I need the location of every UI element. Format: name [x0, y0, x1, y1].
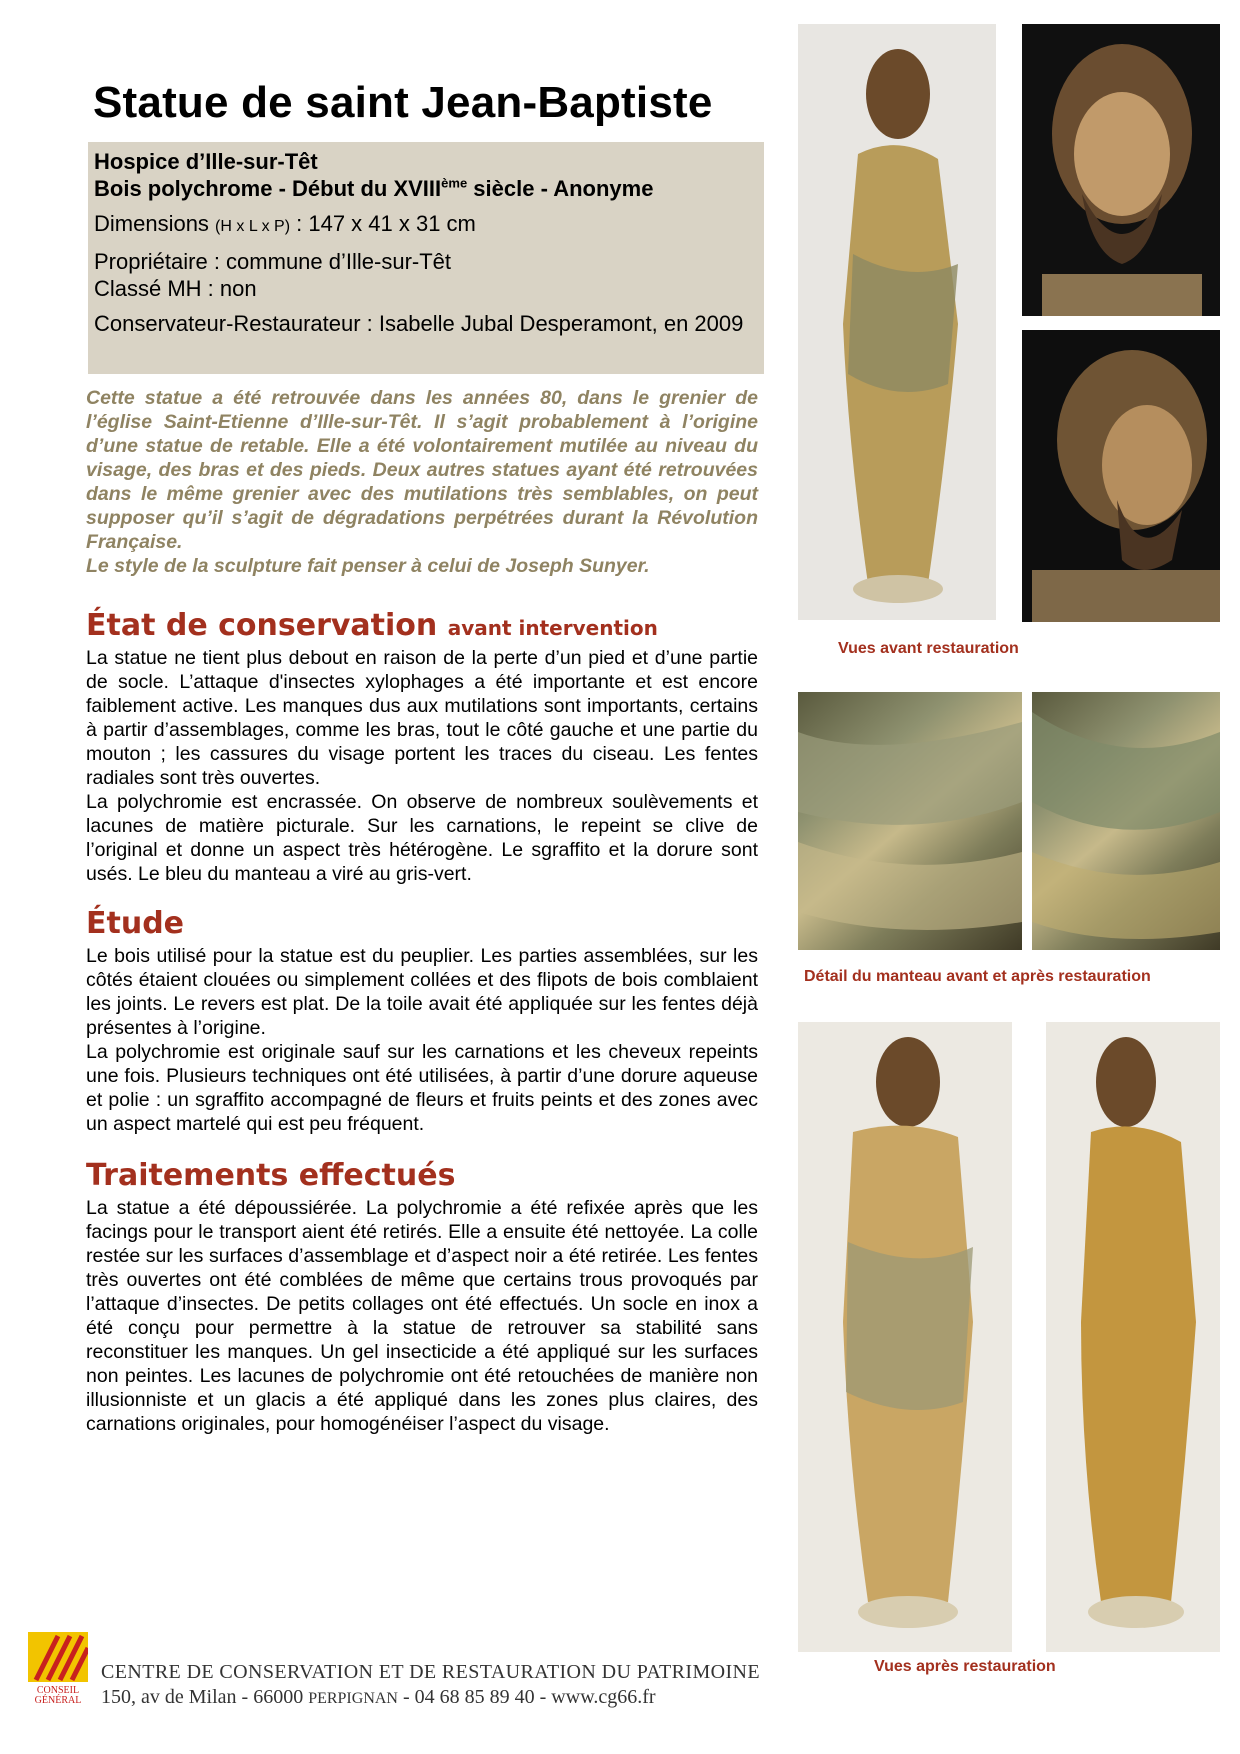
- etat-paragraph-2: La polychromie est encrassée. On observe de nombreux soulèvements et lacunes de matière picturale. Sur les carnations, le repeint se clive de l’original et donne un aspect très hétérogène. Le sgraffito et la dorure sont usés. Le bleu du manteau a viré au gris-vert.: [86, 791, 758, 885]
- photo-after-front: [798, 1022, 1012, 1652]
- page-title: Statue de saint Jean-Baptiste: [93, 78, 713, 127]
- material-date: Bois polychrome - Début du XVIIIème siècle - Anonyme: [94, 175, 654, 201]
- photo-before-full: [798, 24, 996, 620]
- etude-heading: Étude: [86, 906, 185, 941]
- logo-text-2: GÉNÉRAL: [34, 1695, 82, 1704]
- footer-org: CENTRE DE CONSERVATION ET DE RESTAURATION DU PATRIMOINE: [101, 1661, 761, 1683]
- info-box: [88, 142, 764, 374]
- conseil-general-logo: [28, 1632, 88, 1704]
- etude-paragraph-2: La polychromie est originale sauf sur les carnations et les cheveux repeints une fois. Plusieurs techniques ont été utilisées, à partir d’une dorure aqueuse et polie : un sgraffito accompagné de fleurs et fruits peints et des zones avec un aspect martelé qui est peu fréquent.: [86, 1041, 758, 1135]
- photo-detail-after: [1032, 692, 1220, 950]
- etat-text: [86, 646, 758, 886]
- photo-before-face: [1022, 24, 1220, 316]
- traitements-heading: Traitements effectués: [86, 1158, 456, 1193]
- dimensions: Dimensions (H x L x P) : 147 x 41 x 31 cm: [94, 211, 476, 236]
- intro-text: [86, 386, 758, 578]
- caption-before: Vues avant restauration: [838, 640, 1019, 657]
- owner: Propriétaire : commune d’Ille-sur-Têt: [94, 249, 452, 274]
- location: Hospice d’Ille-sur-Têt: [94, 149, 318, 174]
- intro-paragraph-2: Le style de la sculpture fait penser à celui de Joseph Sunyer.: [86, 555, 650, 577]
- traitements-text: [86, 1196, 758, 1436]
- photo-after-side: [1046, 1022, 1220, 1652]
- photo-before-profile: [1022, 330, 1220, 622]
- footer-address: 150, av de Milan - 66000 PERPIGNAN - 04 68 85 89 40 - www.cg66.fr: [101, 1686, 656, 1708]
- caption-detail: Détail du manteau avant et après restauration: [804, 968, 1151, 985]
- classified: Classé MH : non: [94, 276, 257, 301]
- traitements-paragraph-1: La statue a été dépoussiérée. La polychromie a été refixée après que les facings pour le transport aient été retirés. Elle a ensuite été nettoyée. La colle restée sur les surfaces d’assemblage et d’aspect noir a été retirée. Les fentes très ouvertes ont été comblées de même que certains trous provoqués par l’attaque d’insectes. De petits collages ont été effectués. Un socle en inox a été conçu pour permettre à la statue de retrouver sa stabilité sans reconstituer les manques. Un gel insecticide a été appliqué sur les surfaces non peintes. Les lacunes de polychromie ont été retouchées de manière non illusionniste et un glacis a été appliqué dans les zones plus claires, des carnations originales, pour homogénéiser l’aspect du visage.: [86, 1197, 758, 1435]
- etude-text: [86, 944, 758, 1136]
- conservator: Conservateur-Restaurateur : Isabelle Jubal Desperamont, en 2009: [94, 311, 744, 336]
- etude-paragraph-1: Le bois utilisé pour la statue est du peuplier. Les parties assemblées, sur les côtés étaient clouées ou simplement collées et des flipots de bois comblaient les joints. Le revers est plat. De la toile avait été appliquée sur les fentes déjà présentes à l’origine.: [86, 945, 758, 1039]
- photo-detail-before: [798, 692, 1022, 950]
- etat-heading: État de conservation avant intervention: [86, 608, 658, 643]
- intro-paragraph-1: Cette statue a été retrouvée dans les années 80, dans le grenier de l’église Saint-Etienne d’Ille-sur-Têt. Il s’agit probablement à l’origine d’une statue de retable. Elle a été volontairement mutilée au niveau du visage, des bras et des pieds. Deux autres statues ayant été retrouvées dans le même grenier avec des mutilations très semblables, on peut supposer qu’il s’agit de dégradations perpétrées durant la Révolution Française.: [86, 387, 758, 553]
- etat-paragraph-1: La statue ne tient plus debout en raison de la perte d’un pied et d’une partie de socle. L’attaque d'insectes xylophages a été importante et est encore faiblement active. Les manques dus aux mutilations sont importants, certains à partir d’assemblages, comme les bras, tout le côté gauche et une partie du mouton ; les cassures du visage portent les traces du ciseau. Les fentes radiales sont très ouvertes.: [86, 647, 758, 789]
- logo-text-1: CONSEIL: [36, 1685, 80, 1696]
- caption-after: Vues après restauration: [874, 1658, 1056, 1675]
